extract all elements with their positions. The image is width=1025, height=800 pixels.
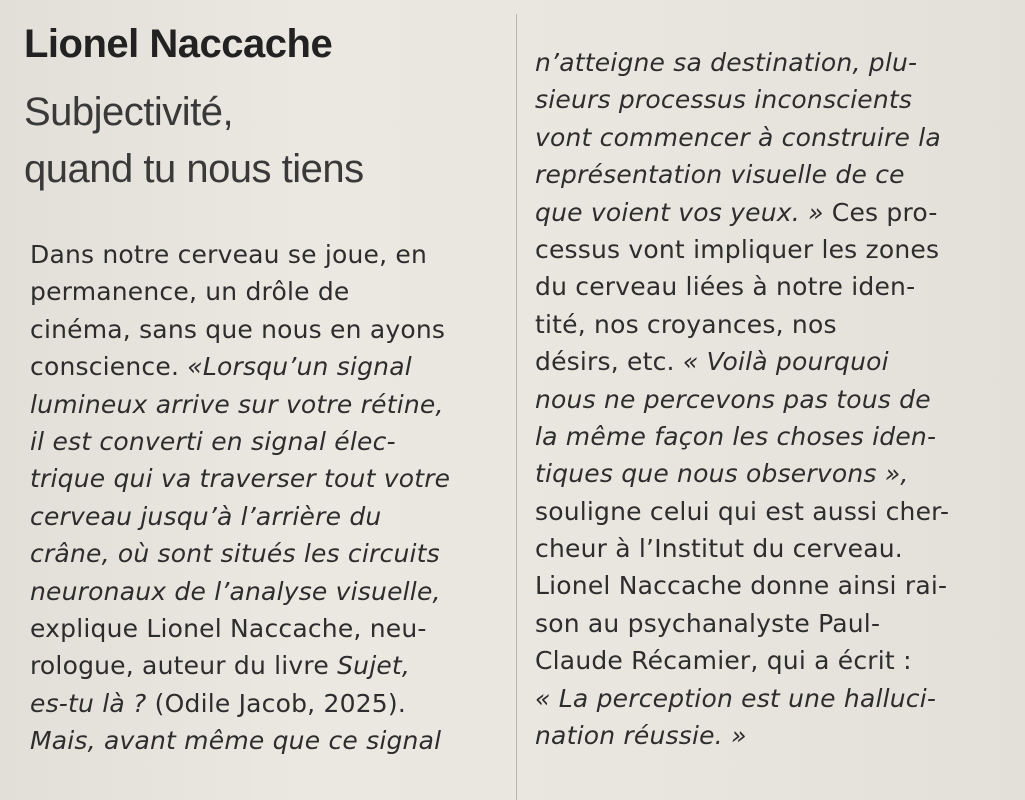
italic-quote-text: n’atteigne sa destination, plu- bbox=[535, 48, 918, 77]
italic-quote-text: représentation visuelle de ce bbox=[535, 160, 905, 190]
text-line bbox=[535, 231, 1015, 268]
italic-quote-text: il est converti en signal élec- bbox=[30, 426, 396, 456]
body-text: cessus vont impliquer les zones bbox=[535, 234, 940, 264]
body-text: Lionel Naccache donne ainsi rai- bbox=[535, 571, 948, 601]
text-line bbox=[30, 647, 508, 684]
text-line bbox=[535, 119, 1015, 156]
italic-quote-text: « La perception est une halluci- bbox=[535, 683, 937, 713]
text-line bbox=[30, 535, 508, 572]
text-line bbox=[535, 194, 1015, 231]
body-text: (Odile Jacob, 2025). bbox=[146, 688, 407, 718]
text-line bbox=[30, 423, 508, 460]
text-line bbox=[535, 81, 1015, 118]
body-text: du cerveau liées à notre iden- bbox=[535, 272, 916, 302]
column-divider bbox=[516, 14, 517, 800]
author-heading: Lionel Naccache bbox=[24, 22, 333, 66]
text-line bbox=[30, 722, 508, 759]
text-line bbox=[30, 273, 508, 310]
text-line bbox=[30, 610, 508, 647]
italic-quote-text: lumineux arrive sur votre rétine, bbox=[30, 389, 444, 419]
body-text: désirs, etc. bbox=[535, 347, 683, 377]
right-column-body bbox=[535, 44, 1015, 754]
italic-quote-text: crâne, où sont situés les circuits bbox=[30, 539, 440, 569]
italic-quote-text: tiques que nous observons », bbox=[535, 459, 909, 489]
text-line bbox=[535, 680, 1015, 717]
left-column-body bbox=[30, 236, 508, 759]
text-line bbox=[30, 498, 508, 535]
text-line bbox=[535, 381, 1015, 418]
italic-quote-text: nation réussie. » bbox=[535, 721, 747, 751]
text-line bbox=[535, 306, 1015, 343]
text-line bbox=[30, 573, 508, 610]
text-line bbox=[535, 268, 1015, 305]
body-text: explique Lionel Naccache, neu- bbox=[30, 613, 427, 643]
title-line: quand tu nous tiens bbox=[24, 147, 364, 191]
italic-quote-text: neuronaux de l’analyse visuelle, bbox=[30, 576, 441, 606]
text-line bbox=[535, 455, 1015, 492]
body-text: son au psychanalyste Paul- bbox=[535, 608, 881, 638]
body-text: rologue, auteur du livre bbox=[30, 651, 338, 681]
italic-quote-text: Sujet, bbox=[337, 651, 411, 681]
italic-quote-text: es-tu là ? bbox=[30, 688, 147, 718]
italic-quote-text: Mais, avant même que ce signal bbox=[30, 726, 442, 756]
italic-quote-text: que voient vos yeux. » bbox=[535, 197, 824, 227]
body-text: conscience. bbox=[30, 352, 188, 382]
text-line bbox=[535, 493, 1015, 530]
italic-quote-text: sieurs processus inconscients bbox=[535, 85, 913, 115]
text-line bbox=[535, 530, 1015, 567]
text-line bbox=[30, 236, 508, 273]
text-line bbox=[535, 642, 1015, 679]
italic-quote-text: nous ne percevons pas tous de bbox=[535, 384, 931, 414]
text-line bbox=[535, 567, 1015, 604]
italic-quote-text: cerveau jusqu’à l’arrière du bbox=[30, 501, 382, 531]
text-line bbox=[535, 605, 1015, 642]
italic-quote-text: « Voilà pourquoi bbox=[682, 347, 889, 377]
text-line bbox=[535, 343, 1015, 380]
text-line bbox=[30, 386, 508, 423]
body-text: permanence, un drôle de bbox=[30, 277, 350, 307]
italic-quote-text: vont commencer à construire la bbox=[535, 122, 941, 152]
text-line bbox=[535, 156, 1015, 193]
text-line bbox=[30, 311, 508, 348]
body-text: cheur à l’Institut du cerveau. bbox=[535, 534, 903, 564]
body-text: Claude Récamier, qui a écrit : bbox=[535, 646, 912, 676]
italic-quote-text: «Lorsqu’un signal bbox=[187, 352, 412, 382]
text-line bbox=[535, 418, 1015, 455]
text-line bbox=[535, 717, 1015, 754]
body-text: Dans notre cerveau se joue, en bbox=[30, 240, 428, 269]
title-line: Subjectivité, bbox=[24, 90, 234, 134]
italic-quote-text: trique qui va traverser tout votre bbox=[30, 464, 451, 494]
text-line bbox=[30, 348, 508, 385]
body-text: souligne celui qui est aussi cher- bbox=[535, 496, 950, 526]
italic-quote-text: la même façon les choses iden- bbox=[535, 421, 937, 451]
body-text: tité, nos croyances, nos bbox=[535, 309, 837, 339]
text-line bbox=[30, 685, 508, 722]
body-text: cinéma, sans que nous en ayons bbox=[30, 314, 446, 344]
text-line bbox=[535, 44, 1015, 81]
article-title bbox=[24, 84, 364, 198]
text-line bbox=[30, 460, 508, 497]
body-text: Ces pro- bbox=[823, 197, 938, 227]
